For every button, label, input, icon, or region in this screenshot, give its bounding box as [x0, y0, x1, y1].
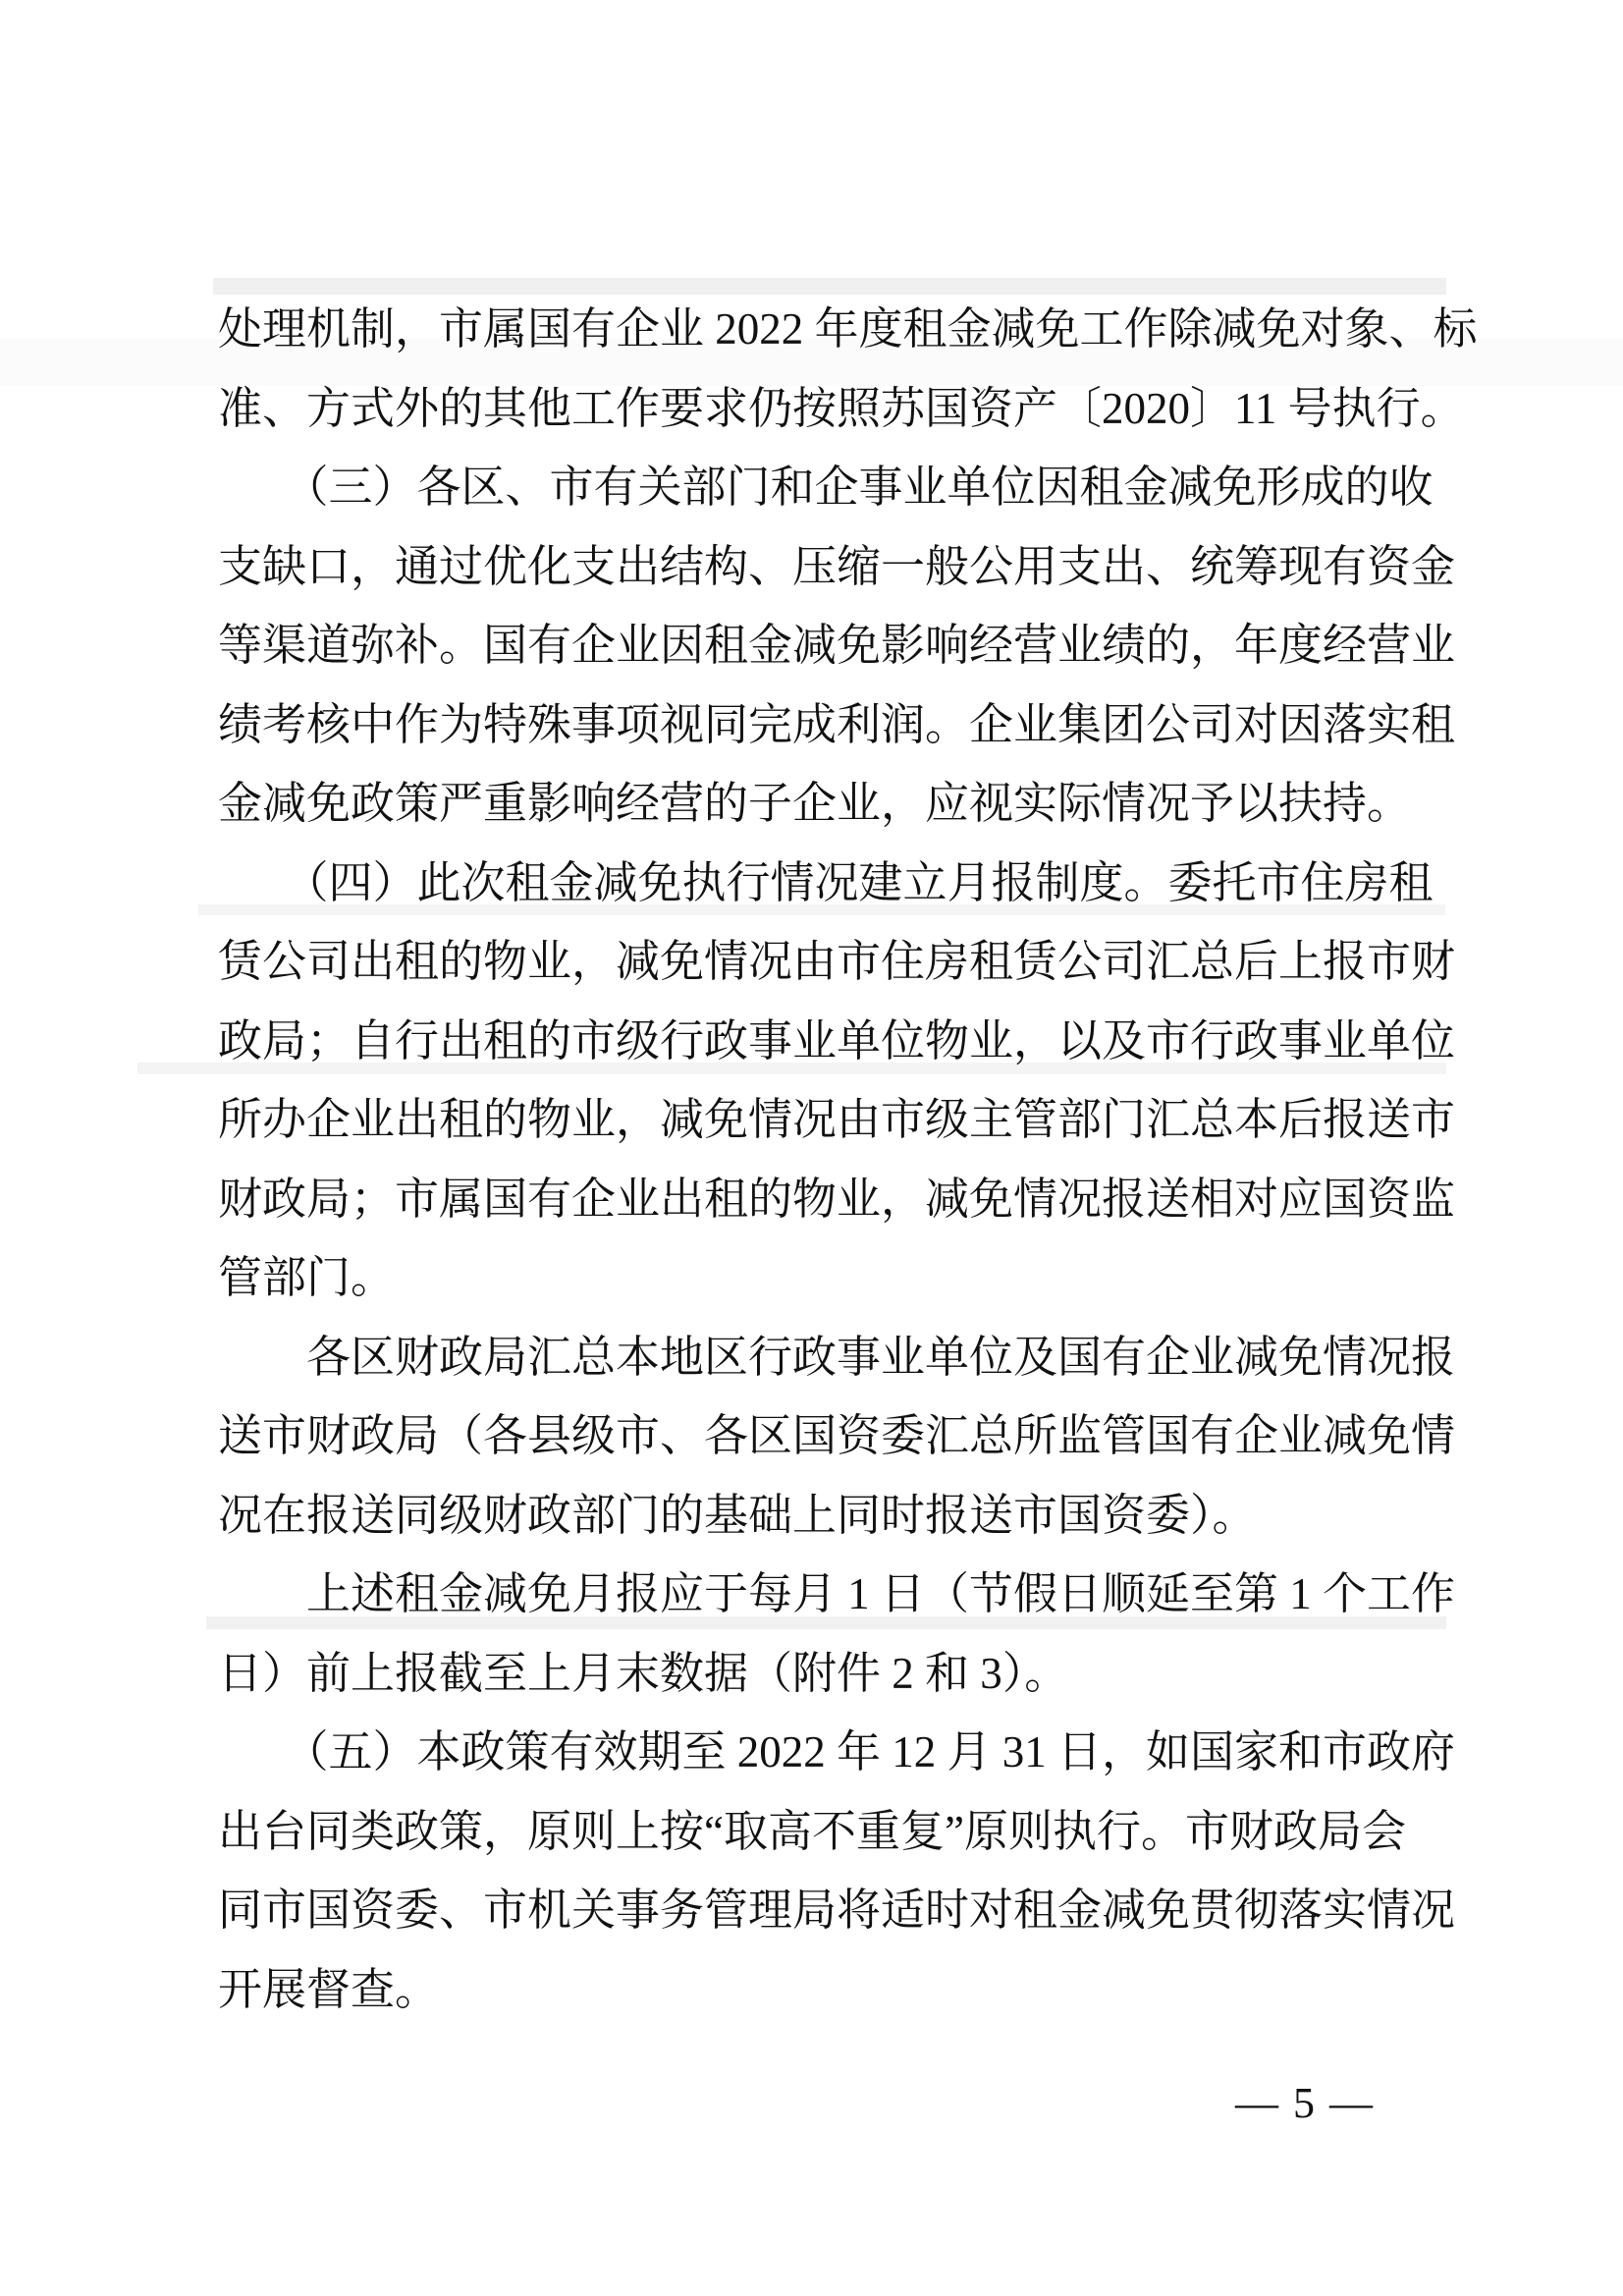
text-line: 况在报送同级财政部门的基础上同时报送市国资委）。: [218, 1490, 1257, 1540]
text-line: 赁公司出租的物业，减免情况由市住房租赁公司汇总后上报市财: [218, 937, 1456, 986]
text-line: 所办企业出租的物业，减免情况由市级主管部门汇总本后报送市: [218, 1095, 1456, 1144]
document-body: [218, 290, 1478, 2029]
text-line: 上述租金减免月报应于每月 1 日（节假日顺延至第 1 个工作: [218, 1569, 1456, 1618]
text-line: 开展督查。: [218, 1964, 440, 2014]
text-line: 管部门。: [218, 1253, 396, 1302]
text-line: 送市财政局（各县级市、各区国资委汇总所监管国有企业减免情: [218, 1411, 1456, 1460]
text-line: 政局；自行出租的市级行政事业单位物业，以及市行政事业单位: [218, 1015, 1456, 1066]
text-line: 日）前上报截至上月末数据（附件 2 和 3）。: [218, 1648, 1069, 1698]
text-line: 处理机制，市属国有企业 2022 年度租金减免工作除减免对象、标: [218, 304, 1478, 354]
text-line: （三）各区、市有关部门和企事业单位因租金减免形成的收: [218, 463, 1434, 512]
text-line: 同市国资委、市机关事务管理局将适时对租金减免贯彻落实情况: [218, 1886, 1456, 1935]
text-line: （四）此次租金减免执行情况建立月报制度。委托市住房租: [218, 857, 1434, 907]
text-line: 绩考核中作为特殊事项视同完成利润。企业集团公司对因落实租: [218, 699, 1456, 749]
text-line: 出台同类政策，原则上按“取高不重复”原则执行。市财政局会: [218, 1806, 1406, 1856]
text-line: （五）本政策有效期至 2022 年 12 月 31 日，如国家和市政府: [218, 1727, 1456, 1777]
text-line: 准、方式外的其他工作要求仍按照苏国资产〔2020〕11 号执行。: [218, 383, 1465, 433]
page-number: — 5 —: [1235, 2079, 1375, 2127]
text-line: 等渠道弥补。国有企业因租金减免影响经营业绩的，年度经营业: [218, 621, 1456, 670]
text-line: 金减免政策严重影响经营的子企业，应视实际情况予以扶持。: [218, 779, 1412, 828]
text-line: 各区财政局汇总本地区行政事业单位及国有企业减免情况报: [218, 1332, 1456, 1382]
text-line: 财政局；市属国有企业出租的物业，减免情况报送相对应国资监: [218, 1174, 1456, 1224]
text-line: 支缺口，通过优化支出结构、压缩一般公用支出、统筹现有资金: [218, 541, 1456, 591]
